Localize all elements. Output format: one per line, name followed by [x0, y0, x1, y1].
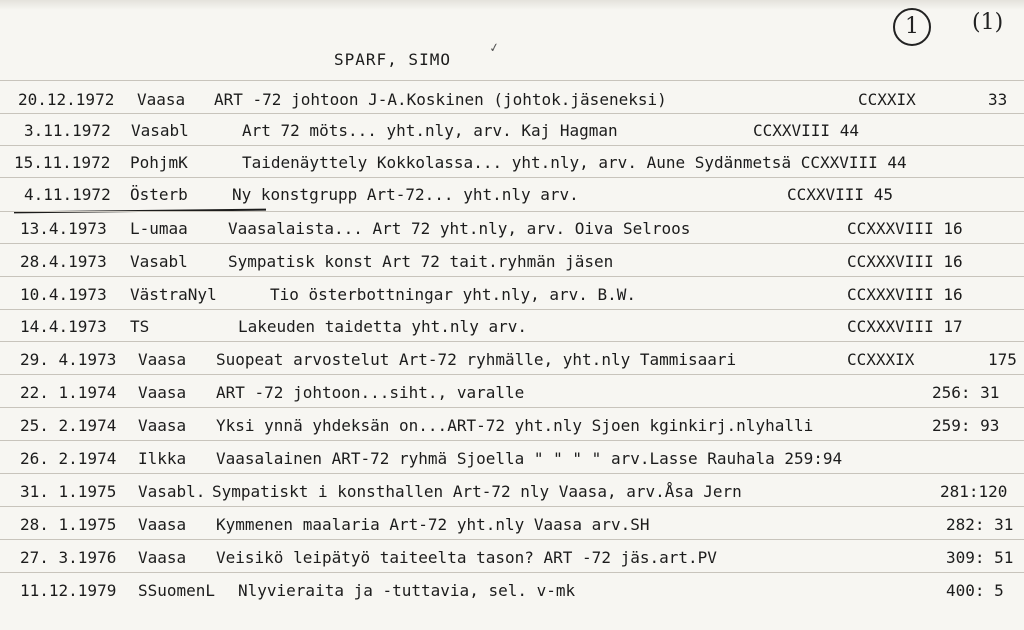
entry-page: 400: 5 [946, 581, 1004, 600]
entry-date: 14.4.1973 [20, 317, 107, 336]
check-mark-icon: ✓ [488, 39, 500, 57]
entry-row [0, 146, 1024, 179]
entry-ref: CCXXXIX [847, 350, 915, 369]
entry-row [0, 83, 1024, 116]
entry-row [0, 409, 1024, 442]
entry-text: Nlyvieraita ja -tuttavia, sel. v-mk [238, 581, 576, 600]
entry-source: Vasabl [131, 121, 189, 140]
entry-row [0, 574, 1024, 607]
row-rule [0, 374, 1024, 375]
entry-text: Kymmenen maalaria Art-72 yht.nly Vaasa arv.SH [216, 515, 650, 534]
entry-text: Sympatisk konst Art 72 tait.ryhmän jäsen [228, 252, 614, 271]
entry-row [0, 310, 1024, 343]
entry-row [0, 114, 1024, 147]
entry-ref: CCXXVIII 45 [787, 185, 893, 204]
entry-date: 28.4.1973 [20, 252, 107, 271]
entry-row [0, 541, 1024, 574]
entry-row [0, 245, 1024, 278]
entry-date: 3.11.1972 [24, 121, 111, 140]
entry-source: PohjmK [130, 153, 188, 172]
entry-date: 4.11.1972 [24, 185, 111, 204]
entry-ref: CCXXXVIII 16 [847, 252, 963, 271]
row-rule [0, 407, 1024, 408]
entry-source: Vaasa [138, 548, 187, 567]
entry-date: 20.12.1972 [18, 90, 115, 109]
entry-ref: CCXXXVIII 16 [847, 285, 963, 304]
entry-ref: CCXXIX [858, 90, 916, 109]
entry-text: Tio österbottningar yht.nly, arv. B.W. [270, 285, 637, 304]
header-rule [0, 80, 1024, 81]
entry-page: 256: 31 [932, 383, 1000, 402]
card-title: SPARF, SIMO [334, 50, 451, 69]
row-rule [0, 506, 1024, 507]
entry-page: 282: 31 [946, 515, 1014, 534]
row-rule [0, 440, 1024, 441]
entry-text: Vaasalaista... Art 72 yht.nly, arv. Oiva Selroos [228, 219, 691, 238]
entry-source: Vaasa [138, 350, 187, 369]
entry-source: Vasabl. [138, 482, 206, 501]
entry-ref: CCXXXVIII 17 [847, 317, 963, 336]
entry-date: 22. 1.1974 [20, 383, 117, 402]
row-rule [0, 473, 1024, 474]
entry-text: Art 72 möts... yht.nly, arv. Kaj Hagman [242, 121, 618, 140]
entry-source: Vaasa [138, 515, 187, 534]
entry-row [0, 178, 1024, 211]
entry-source: Österb [130, 185, 188, 204]
entry-row [0, 508, 1024, 541]
entry-text: ART -72 johtoon J-A.Koskinen (johtok.jäseneksi) [214, 90, 667, 109]
entry-row [0, 475, 1024, 508]
entry-date: 11.12.1979 [20, 581, 117, 600]
entry-source: Vaasa [138, 416, 187, 435]
entry-row [0, 343, 1024, 376]
entry-date: 31. 1.1975 [20, 482, 117, 501]
entry-text: Taidenäyttely Kokkolassa... yht.nly, arv. Aune Sydänmetsä CCXXVIII 44 [242, 153, 907, 172]
handwritten-circled-number: 1 [893, 8, 931, 46]
entry-date: 26. 2.1974 [20, 449, 117, 468]
entry-text: Ny konstgrupp Art-72... yht.nly arv. [232, 185, 579, 204]
entry-page: 259: 93 [932, 416, 1000, 435]
entry-page: 175 [988, 350, 1017, 369]
entry-row [0, 442, 1024, 475]
entry-page: 309: 51 [946, 548, 1014, 567]
entry-ref: CCXXXVIII 16 [847, 219, 963, 238]
row-rule [0, 539, 1024, 540]
entry-source: Vaasa [137, 90, 186, 109]
entry-row [0, 278, 1024, 311]
paper-edge [0, 0, 1024, 10]
row-rule [0, 572, 1024, 573]
entry-row [0, 212, 1024, 245]
entry-source: Vasabl [130, 252, 188, 271]
handwritten-number: (1) [972, 10, 1004, 35]
entry-date: 10.4.1973 [20, 285, 107, 304]
entry-source: VästraNyl [130, 285, 217, 304]
entry-source: L-umaa [130, 219, 188, 238]
entry-source: Ilkka [138, 449, 187, 468]
entry-source: Vaasa [138, 383, 187, 402]
entry-source: SSuomenL [138, 581, 216, 600]
entry-text: Vaasalainen ART-72 ryhmä Sjoella " " " " arv.Lasse Rauhala 259:94 [216, 449, 843, 468]
entry-text: Lakeuden taidetta yht.nly arv. [238, 317, 527, 336]
entry-page: 281:120 [940, 482, 1008, 501]
entry-date: 27. 3.1976 [20, 548, 117, 567]
entry-date: 25. 2.1974 [20, 416, 117, 435]
entry-text: ART -72 johtoon...siht., varalle [216, 383, 525, 402]
row-rule [0, 276, 1024, 277]
entry-date: 13.4.1973 [20, 219, 107, 238]
entry-date: 15.11.1972 [14, 153, 111, 172]
entry-page: 33 [988, 90, 1008, 109]
entry-date: 28. 1.1975 [20, 515, 117, 534]
row-rule [0, 341, 1024, 342]
entry-row [0, 376, 1024, 409]
entry-text: Sympatiskt i konsthallen Art-72 nly Vaasa, arv.Åsa Jern [212, 482, 742, 501]
entry-text: Suopeat arvostelut Art-72 ryhmälle, yht.nly Tammisaari [216, 350, 737, 369]
entry-text: Yksi ynnä yhdeksän on...ART-72 yht.nly Sjoen kginkirj.nlyhalli [216, 416, 814, 435]
entry-ref: CCXXVIII 44 [753, 121, 859, 140]
row-rule [0, 243, 1024, 244]
entry-date: 29. 4.1973 [20, 350, 117, 369]
entry-text: Veisikö leipätyö taiteelta tason? ART -72 jäs.art.PV [216, 548, 717, 567]
entry-source: TS [130, 317, 150, 336]
